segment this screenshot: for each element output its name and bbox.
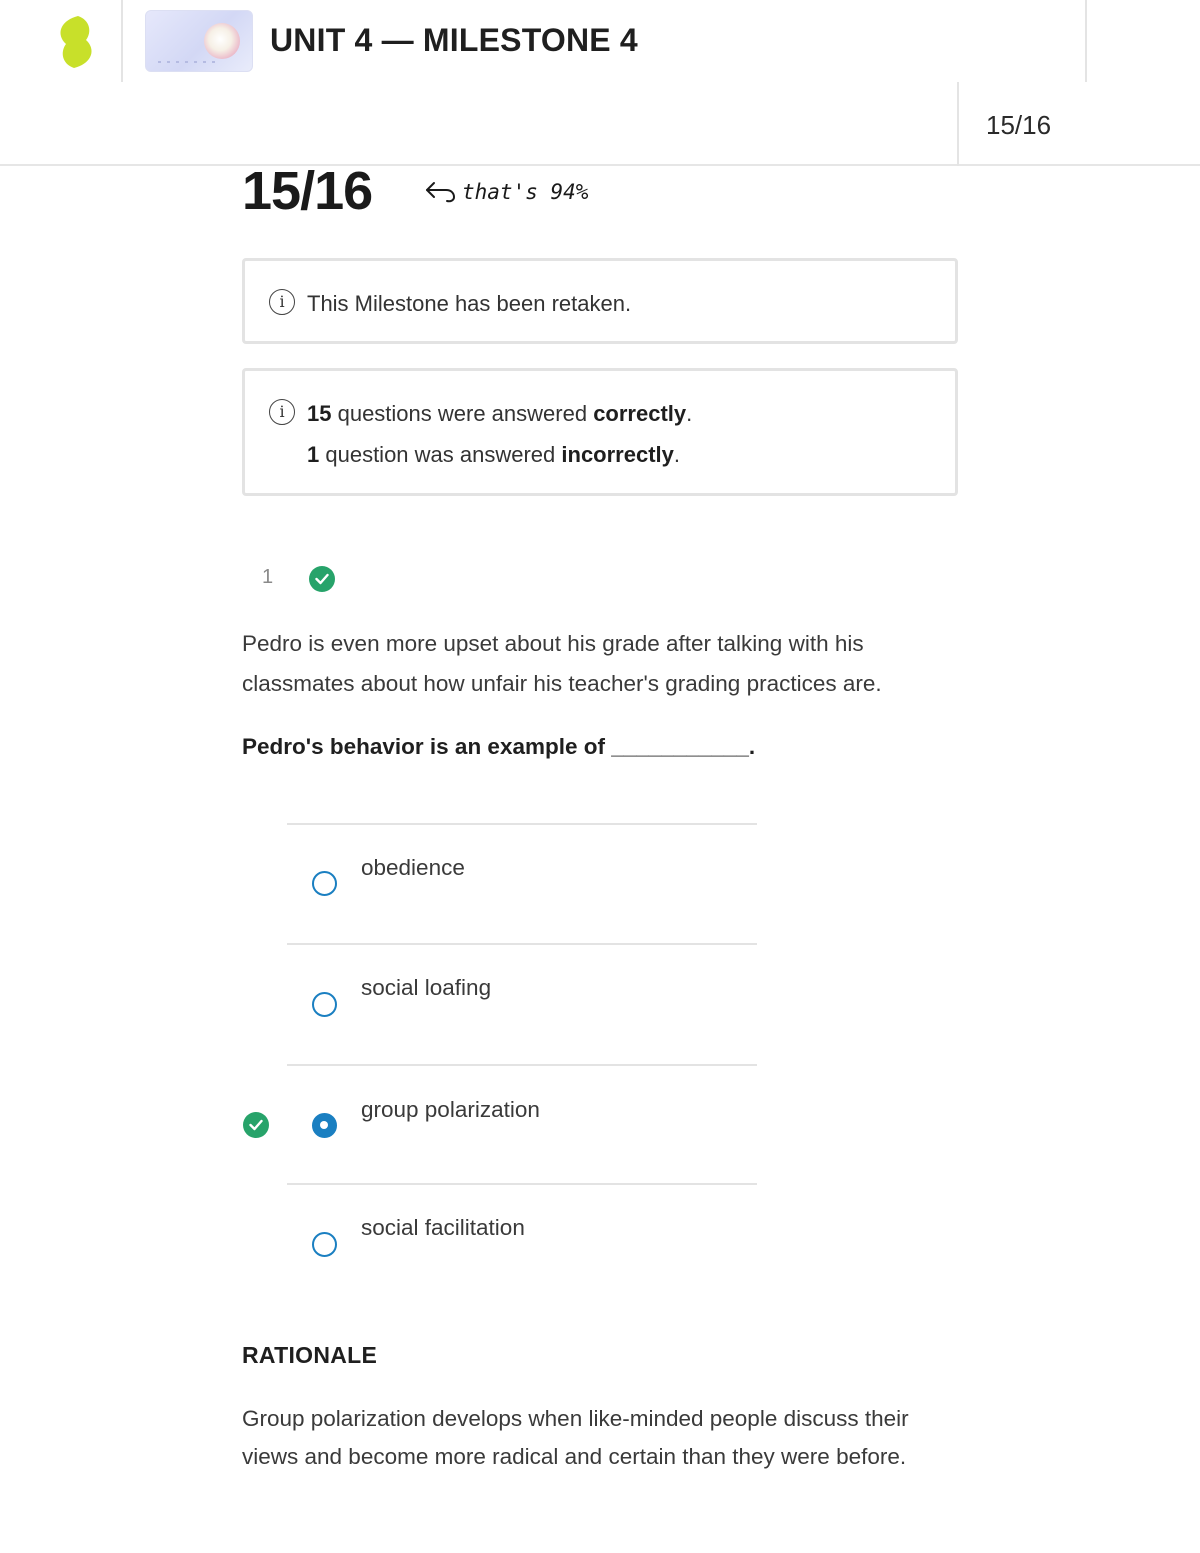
retaken-notice: [242, 258, 958, 344]
option-divider: [287, 1064, 757, 1066]
option-divider: [287, 823, 757, 825]
option-radio[interactable]: [312, 871, 337, 896]
score-fraction: 15/16: [242, 161, 373, 221]
option-label[interactable]: group polarization: [361, 1097, 540, 1122]
header-divider: [121, 0, 123, 82]
question-text: Pedro is even more upset about his grade after talking with his classmates about how unfair his teacher's grading practices are.: [242, 631, 882, 696]
option-radio-selected[interactable]: [312, 1113, 337, 1138]
sophia-logo-icon[interactable]: [52, 14, 100, 70]
question-number: 1: [262, 566, 274, 588]
question-prompt: Pedro's behavior is an example of ___________.: [242, 734, 756, 759]
correct-summary: 15 questions were answered correctly.: [307, 401, 693, 426]
top-bar: [0, 0, 1200, 82]
incorrect-summary: 1 question was answered incorrectly.: [307, 442, 681, 467]
info-icon: i: [269, 399, 295, 425]
correct-answer-check-icon: [243, 1112, 269, 1138]
option-radio[interactable]: [312, 992, 337, 1017]
option-radio[interactable]: [312, 1232, 337, 1257]
option-label[interactable]: social loafing: [361, 975, 492, 1000]
rationale-text: Group polarization develops when like-minded people discuss their views and become more radical and certain than they were before.: [242, 1406, 909, 1469]
unit-title: UNIT 4 — MILESTONE 4: [270, 22, 638, 58]
info-icon: i: [269, 289, 295, 315]
results-notice: [242, 368, 958, 496]
percent-note-text: that's 94%: [462, 180, 589, 204]
header-score: 15/16: [986, 110, 1052, 140]
percent-note: [424, 180, 588, 204]
option-divider: [287, 943, 757, 945]
option-label[interactable]: obedience: [361, 855, 465, 880]
curved-arrow-icon: [424, 180, 456, 204]
option-label[interactable]: social facilitation: [361, 1215, 525, 1240]
option-divider: [287, 1183, 757, 1185]
retaken-text: This Milestone has been retaken.: [307, 291, 632, 316]
unit-thumbnail: [145, 10, 253, 72]
score-bar-divider: [957, 82, 959, 166]
header-divider-right: [1085, 0, 1087, 82]
rationale-heading: RATIONALE: [242, 1342, 378, 1368]
correct-check-icon: [309, 566, 335, 592]
